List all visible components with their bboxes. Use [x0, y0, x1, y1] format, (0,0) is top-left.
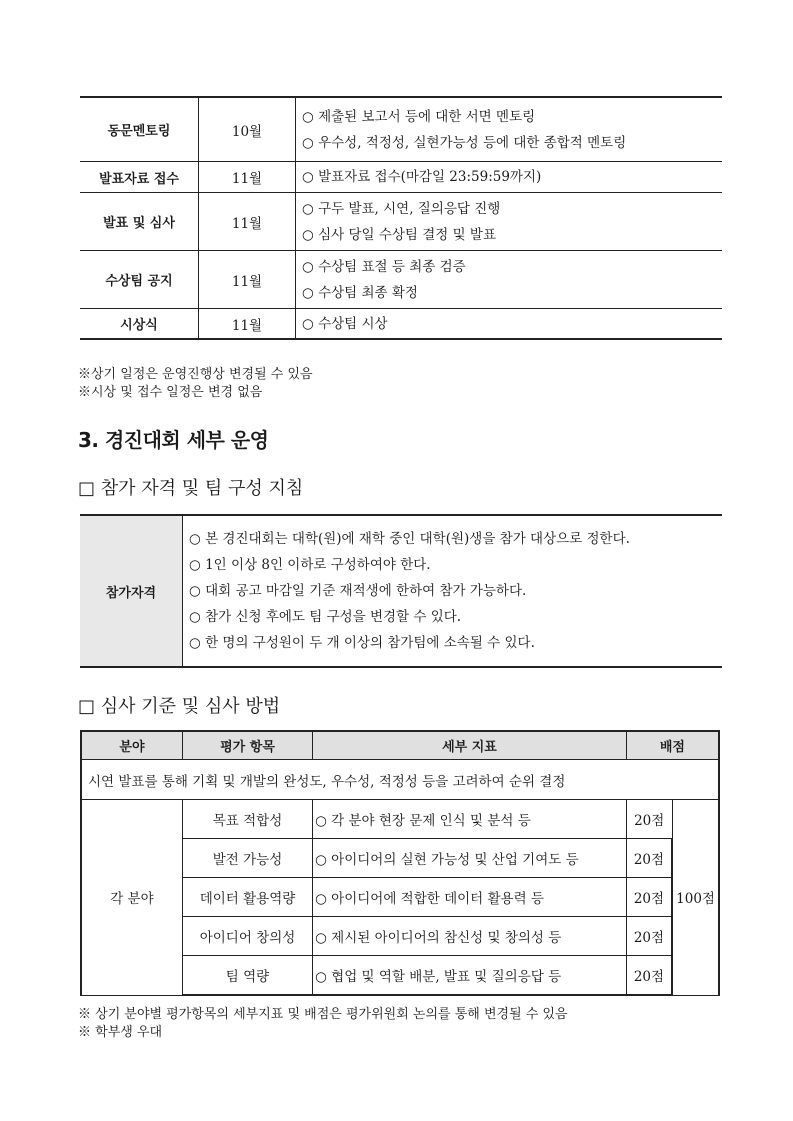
evaluation-item: 아이디어 창의성: [182, 917, 312, 956]
schedule-details: [296, 309, 723, 340]
evaluation-score: 20점: [626, 917, 672, 956]
eligibility-items: [183, 515, 723, 667]
eligibility-item: ○ 본 경진대회는 대학(원)에 재학 중인 대학(원)생을 참가 대상으로 정한다.: [189, 531, 630, 547]
schedule-detail: ○ 우수성, 적정성, 실현가능성 등에 대한 종합적 멘토링: [302, 134, 627, 151]
schedule-stage: 동문멘토링: [80, 97, 199, 162]
evaluation-detail: ○ 협업 및 역할 배분, 발표 및 질의응답 등: [313, 956, 627, 996]
evaluation-intro: 시연 발표를 통해 기획 및 개발의 완성도, 우수성, 적정성 등을 고려하여 순위 결정: [81, 760, 719, 800]
evaluation-header-row: [81, 731, 719, 760]
evaluation-score: 20점: [626, 878, 672, 917]
header-item: 평가 항목: [182, 731, 312, 760]
eligibility-item: ○ 대회 공고 마감일 기준 재적생에 한하여 참가 가능하다.: [189, 583, 527, 599]
schedule-details: [296, 193, 723, 251]
schedule-detail: ○ 구두 발표, 시연, 질의응답 진행: [302, 200, 501, 217]
schedule-details: [296, 251, 723, 309]
schedule-row: [80, 309, 722, 340]
schedule-detail: ○ 심사 당일 수상팀 결정 및 발표: [302, 226, 497, 243]
schedule-month: 11월: [199, 309, 296, 340]
section-title: 3. 경진대회 세부 운영: [78, 428, 269, 452]
evaluation-item: 팀 역량: [182, 956, 312, 996]
evaluation-score: 20점: [626, 956, 672, 996]
evaluation-detail: ○ 제시된 아이디어의 참신성 및 창의성 등: [313, 917, 627, 956]
evaluation-intro-row: [81, 760, 719, 800]
eligibility-item: ○ 참가 신청 후에도 팀 구성을 변경할 수 있다.: [189, 609, 462, 625]
evaluation-detail: ○ 각 분야 현장 문제 인식 및 분석 등: [313, 800, 627, 839]
evaluation-score: 20점: [626, 800, 672, 839]
schedule-detail: ○ 제출된 보고서 등에 대한 서면 멘토링: [302, 108, 536, 125]
schedule-stage: 발표 및 심사: [80, 193, 199, 251]
schedule-table: [80, 96, 722, 340]
eligibility-item: ○ 한 명의 구성원이 두 개 이상의 참가팀에 소속될 수 있다.: [189, 635, 535, 651]
evaluation-detail: ○ 아이디어에 적합한 데이터 활용력 등: [313, 878, 627, 917]
evaluation-detail: ○ 아이디어의 실현 가능성 및 산업 기여도 등: [313, 839, 627, 878]
schedule-row: [80, 193, 722, 251]
schedule-row: [80, 97, 722, 162]
evaluation-table: [80, 730, 720, 996]
eligibility-label: 참가자격: [80, 515, 183, 667]
schedule-stage: 수상팀 공지: [80, 251, 199, 309]
schedule-detail: ○ 수상팀 표절 등 최종 검증: [302, 258, 466, 275]
evaluation-field: 각 분야: [81, 800, 182, 996]
schedule-month: 11월: [199, 251, 296, 309]
schedule-note: ※시상 및 접수 일정은 변경 없음: [78, 385, 263, 400]
evaluation-note: ※ 학부생 우대: [78, 1025, 163, 1040]
schedule-detail: ○ 발표자료 접수(마감일 23:59:59까지): [302, 169, 542, 185]
evaluation-item: 목표 적합성: [182, 800, 312, 839]
schedule-month: 10월: [199, 97, 296, 162]
schedule-details: [296, 97, 723, 162]
evaluation-item: 데이터 활용역량: [182, 878, 312, 917]
eligibility-table: [80, 514, 722, 668]
schedule-detail: ○ 수상팀 시상: [302, 315, 388, 332]
schedule-month: 11월: [199, 193, 296, 251]
schedule-stage: 시상식: [80, 309, 199, 340]
schedule-month: 11월: [199, 162, 296, 193]
header-field: 분야: [81, 731, 182, 760]
schedule-row: [80, 162, 722, 193]
eligibility-item: ○ 1인 이상 8인 이하로 구성하여야 한다.: [189, 557, 431, 573]
evaluation-score: 20점: [626, 839, 672, 878]
eligibility-heading: □ 참가 자격 및 팀 구성 지침: [78, 478, 304, 499]
evaluation-note: ※ 상기 분야별 평가항목의 세부지표 및 배점은 평가위원회 논의를 통해 변경될 수 있음: [78, 1007, 568, 1022]
evaluation-item: 발전 가능성: [182, 839, 312, 878]
header-detail: 세부 지표: [313, 731, 627, 760]
schedule-detail: ○ 수상팀 최종 확정: [302, 284, 418, 301]
evaluation-total: 100점: [672, 800, 719, 996]
schedule-stage: 발표자료 접수: [80, 162, 199, 193]
evaluation-heading: □ 심사 기준 및 심사 방법: [78, 696, 281, 717]
header-score: 배점: [626, 731, 719, 760]
schedule-row: [80, 251, 722, 309]
schedule-note: ※상기 일정은 운영진행상 변경될 수 있음: [78, 367, 313, 382]
schedule-details: [296, 162, 723, 193]
evaluation-row: [81, 800, 719, 839]
